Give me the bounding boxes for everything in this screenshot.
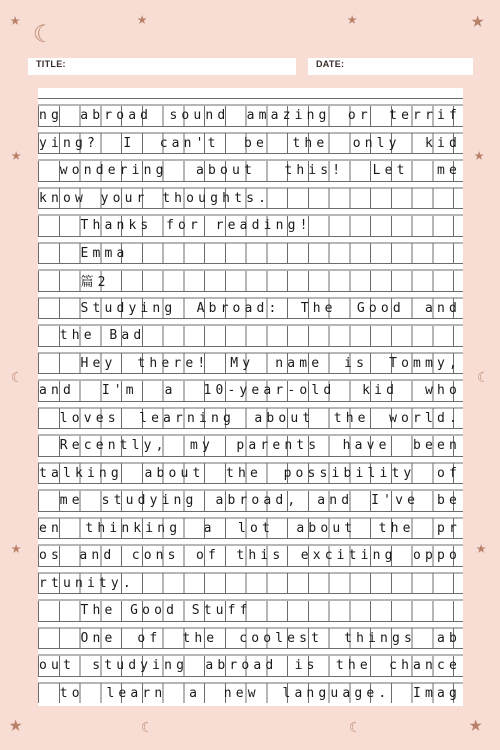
text-row [38,126,463,154]
word: this [236,548,285,563]
text-row [38,676,463,704]
word: terrif [389,108,461,123]
word: a [203,520,216,536]
word: Bad [109,328,146,343]
word: Good [356,300,405,316]
star-icon: ★ [471,8,485,33]
word: Thanks [80,218,153,233]
word: your [100,190,149,206]
crescent-moon-icon: ☾ [477,370,486,386]
word: a [189,685,202,701]
crescent-moon-icon: ☾ [141,720,150,736]
star-icon: ★ [474,145,485,165]
word: my [190,438,214,453]
word: exciting [300,548,397,563]
word: os [39,548,63,563]
word: lot [238,520,274,536]
text-row [38,373,463,401]
word: me [59,493,84,508]
word: I'm [101,383,138,398]
word: only [352,135,401,151]
word: can't [159,135,220,151]
word: out [39,658,75,673]
text-line [38,408,463,428]
word: 10-year-old [203,383,336,398]
word: rtunity. [39,575,135,591]
word: parents [236,438,321,453]
text-line [38,188,463,208]
star-icon: ★ [11,145,22,165]
word: en [39,520,63,536]
text-row [38,318,463,346]
word: ying? [39,135,99,151]
word: have [342,438,391,453]
word: a [164,383,177,398]
word: thinking [85,520,182,536]
word: who [424,383,461,398]
text-row [38,456,463,484]
word: the [182,630,219,646]
text-line [38,656,463,676]
word: know [39,190,87,206]
word: ng [39,108,63,123]
title-field[interactable] [28,58,296,75]
word: The [80,603,117,618]
text-line [38,683,463,703]
word: oppo [413,548,461,563]
date-field[interactable] [308,58,473,75]
word: wondering [59,163,168,178]
text-line [38,491,463,511]
text-line [38,216,463,236]
text-line [38,353,463,373]
word: and [425,300,461,316]
word: amazing [246,108,331,123]
text-row [38,236,463,264]
word: the [333,410,370,426]
word: me [436,163,461,178]
text-line [38,518,463,538]
star-icon: ★ [11,538,22,558]
word: abroad [80,108,153,123]
word: Tommy, [389,355,461,371]
word: of [196,548,221,563]
word: Let [372,163,409,178]
text-row [38,538,463,566]
word: learning [139,410,235,426]
word: My [230,355,255,371]
text-line [38,601,463,621]
word: studying [101,493,198,508]
text-line [38,628,463,648]
word: about [196,163,256,178]
text-row [38,648,463,676]
word: world. [389,410,461,426]
word: to [59,685,84,701]
word: new [223,685,260,701]
word: sound [169,108,230,123]
word: kid [362,383,399,398]
writing-paper [38,88,463,706]
word: reading! [215,218,312,233]
text-row [38,593,463,621]
text-line [38,271,463,291]
crescent-moon-icon: ☾ [11,370,20,386]
word: possibility [283,465,416,481]
crescent-moon-icon: ☾ [33,20,48,48]
word: be [437,493,461,508]
word: the [226,465,262,481]
text-row [38,511,463,539]
date-label: DATE: [316,59,345,69]
star-icon: ★ [10,10,21,30]
word: the [59,328,96,343]
word: Hey [80,355,117,371]
word: is [294,658,319,673]
word: 篇2 [80,275,110,290]
word: for [166,218,203,233]
word: about [296,520,357,536]
star-icon: ★ [469,712,483,737]
word: loves [59,410,120,426]
text-line [38,243,463,263]
word: the [378,520,415,536]
word: name [275,355,324,371]
word: I've [371,493,420,508]
star-icon: ★ [347,9,358,29]
word: Stuff [191,603,252,618]
word: Abroad: [196,300,281,316]
text-line [38,133,463,153]
text-row [38,401,463,429]
text-line [38,381,463,401]
text-line [38,161,463,181]
text-line [38,298,463,318]
text-line [38,436,463,456]
word: things [344,630,417,646]
word: of [437,465,461,481]
word: and [79,548,116,563]
word: talking [39,465,123,481]
word: language. [282,685,391,701]
word: about [254,410,315,426]
word: One [80,630,117,646]
word: this! [284,163,345,178]
word: abroad, [215,493,300,508]
text-line [38,106,463,126]
text-row [38,291,463,319]
star-icon: ★ [137,9,148,29]
word: The [300,300,337,316]
word: learn [106,685,167,701]
text-line [38,546,463,566]
crescent-moon-icon: ☾ [349,720,358,736]
title-label: TITLE: [36,59,66,69]
text-row [38,98,463,126]
word: the [335,658,372,673]
text-row [38,181,463,209]
star-icon: ★ [476,538,487,558]
word: kid [425,135,461,151]
word: the [292,135,329,151]
text-row [38,566,463,594]
word: there! [137,355,210,371]
word: of [137,630,162,646]
word: and [317,493,354,508]
word: Recently, [59,438,168,453]
text-rows [38,98,463,703]
word: about [144,465,205,481]
word: chance [389,658,461,673]
text-row [38,483,463,511]
word: thoughts. [162,190,271,206]
word: Good [130,603,179,618]
word: I [123,135,136,151]
word: pr [437,520,461,536]
text-row [38,208,463,236]
word: or [347,108,372,123]
word: been [413,438,461,453]
star-icon: ★ [9,712,23,737]
word: ab [436,630,461,646]
word: be [244,135,268,151]
word: Imag [413,685,461,701]
word: coolest [239,630,324,646]
text-row [38,428,463,456]
word: Emma [80,245,129,261]
word: cons [131,548,180,563]
word: Studying [80,300,177,316]
text-row [38,346,463,374]
text-row [38,263,463,291]
text-row [38,621,463,649]
word: abroad [205,658,278,673]
text-line [38,326,463,346]
word: is [344,355,369,371]
text-line [38,463,463,483]
text-line [38,573,463,593]
word: and [39,383,75,398]
word: studying [92,658,189,673]
text-row [38,153,463,181]
